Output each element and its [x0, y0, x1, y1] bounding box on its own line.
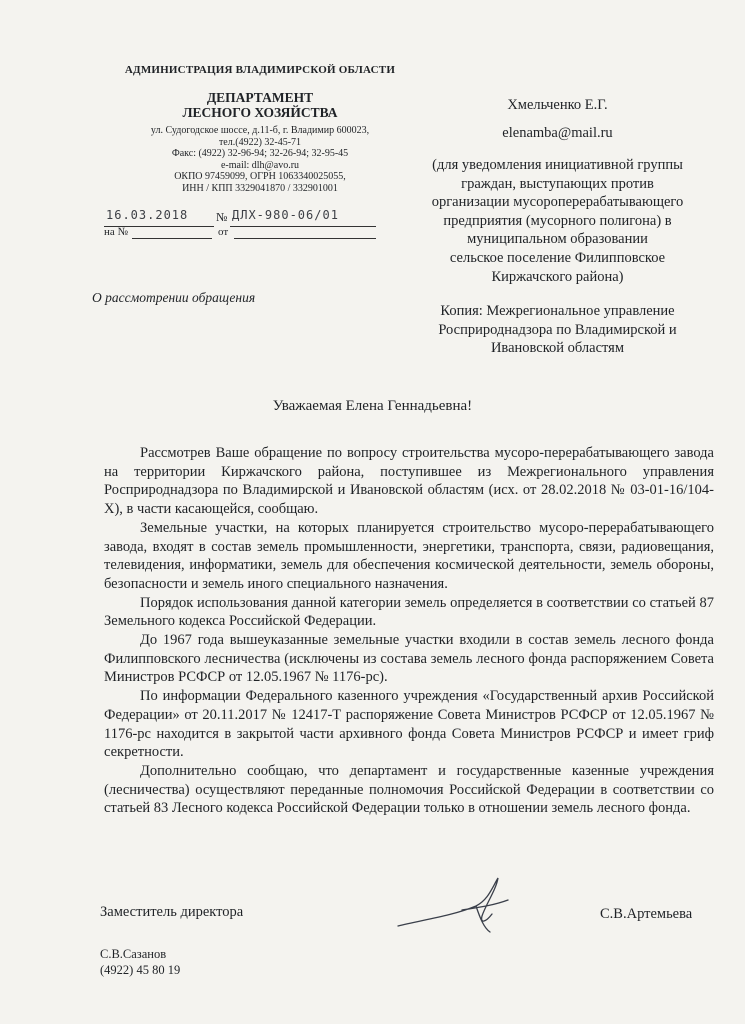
note-line: сельское поселение Филипповское [449, 249, 666, 266]
incoming-number-label: на № [104, 226, 129, 238]
executor-phone: (4922) 45 80 19 [100, 963, 181, 977]
fax: Факс: (4922) 32-96-94; 32-26-94; 32-95-45 [171, 148, 349, 160]
outgoing-number: ДЛХ-980-06/01 [232, 208, 339, 222]
note-line: Киржачского района) [491, 268, 624, 285]
inn-kpp: ИНН / КПП 3329041870 / 332901001 [182, 182, 338, 194]
body-paragraph: До 1967 года вышеуказанные земельные участки входили в состав земель лесного фонда Филипповского лесничества (исключены из состава земель лесного фонда распоряжением Совета Министров РСФСР от 12.05.1967 № 1176-рс). [104, 632, 714, 686]
note-line: муниципальном образовании [467, 231, 648, 248]
administration-title: АДМИНИСТРАЦИЯ ВЛАДИМИРСКОЙ ОБЛАСТИ [124, 64, 396, 76]
note-line: организации мусороперерабатывающего [431, 194, 684, 211]
email: e-mail: dlh@avo.ru [220, 159, 300, 171]
copy-recipient [400, 302, 715, 358]
signatory-title: Заместитель директора [100, 904, 244, 920]
letter-body [104, 444, 714, 818]
handwritten-signature [392, 870, 532, 936]
greeting: Уважаемая Елена Геннадьевна! [272, 398, 473, 414]
body-paragraph: Земельные участки, на которых планируется строительство мусоро-перерабатывающего завода, входят в состав земель промышленности, энергетики, транспорта, связи, радиовещания, телевидения, информатики, земель для обеспечения космической деятельности, земель обороны, безопасности и земель иного специального назначения. [104, 519, 714, 592]
body-paragraph: По информации Федерального казенного учреждения «Государственный архив Российской Федерации» от 20.11.2017 № 12417-Т распоряжение Совета Министров РСФСР от 12.05.1967 № 1176-рс находится в закрытой части архивного фонда Совета Министров РСФСР и имеет гриф секретности. [104, 688, 714, 761]
okpo-ogrn: ОКПО 97459099, ОГРН 1063340025055, [174, 171, 346, 183]
number-sign: № [216, 210, 228, 224]
body-paragraph: Рассмотрев Ваше обращение по вопросу строительства мусоро-перерабатывающего завода на территории Киржачского района, поступившее из Межрегионального управления Росприроднадзора по Владимирской и Ивановской областям (исх. от 28.02.2018 № 03-01-16/104-Х), в части касающейся, сообщаю. [104, 445, 714, 518]
executor-name: С.В.Сазанов [100, 947, 167, 961]
incoming-date-label: от [218, 226, 229, 238]
address: ул. Судогодское шоссе, д.11-б, г. Владимир 600023, [150, 125, 370, 136]
department-contacts [110, 125, 410, 195]
letter-subject: О рассмотрении обращения [92, 290, 256, 305]
outgoing-reference [104, 208, 376, 228]
note-line: граждан, выступающих против [461, 175, 654, 192]
note-line: предприятия (мусорного полигона) в [443, 212, 672, 229]
phone: тел.(4922) 32-45-71 [218, 136, 302, 148]
copy-line: Ивановской областям [490, 340, 625, 357]
copy-line: Копия: Межрегиональное управление [440, 303, 675, 319]
department-line-1: ДЕПАРТАМЕНТ [206, 90, 314, 105]
note-line: (для уведомления инициативной группы [432, 157, 683, 173]
incoming-date-underline [234, 238, 376, 239]
recipient-name: Хмельченко Е.Г. [507, 97, 608, 113]
incoming-reference [104, 226, 376, 244]
recipient-email: elenamba@mail.ru [502, 125, 613, 141]
outgoing-date: 16.03.2018 [106, 208, 189, 222]
incoming-number-underline [132, 238, 212, 239]
body-paragraph: Порядок использования данной категории земель определяется в соответствии со статьей 87 Земельного кодекса Российской Федерации. [104, 594, 714, 630]
copy-line: Росприроднадзора по Владимирской и [438, 321, 677, 338]
department-line-2: ЛЕСНОГО ХОЗЯЙСТВА [182, 105, 338, 120]
body-paragraph: Дополнительно сообщаю, что департамент и государственные казенные учреждения (лесничества) осуществляют переданные полномочия Российской Федерации в соответствии со статьей 83 Лесного кодекса Российской Федерации только в отношении земель лесного фонда. [104, 762, 714, 817]
recipient-note [400, 156, 715, 286]
department-name [120, 90, 400, 120]
signatory-name: С.В.Артемьева [600, 906, 693, 922]
executor-info [100, 946, 180, 978]
